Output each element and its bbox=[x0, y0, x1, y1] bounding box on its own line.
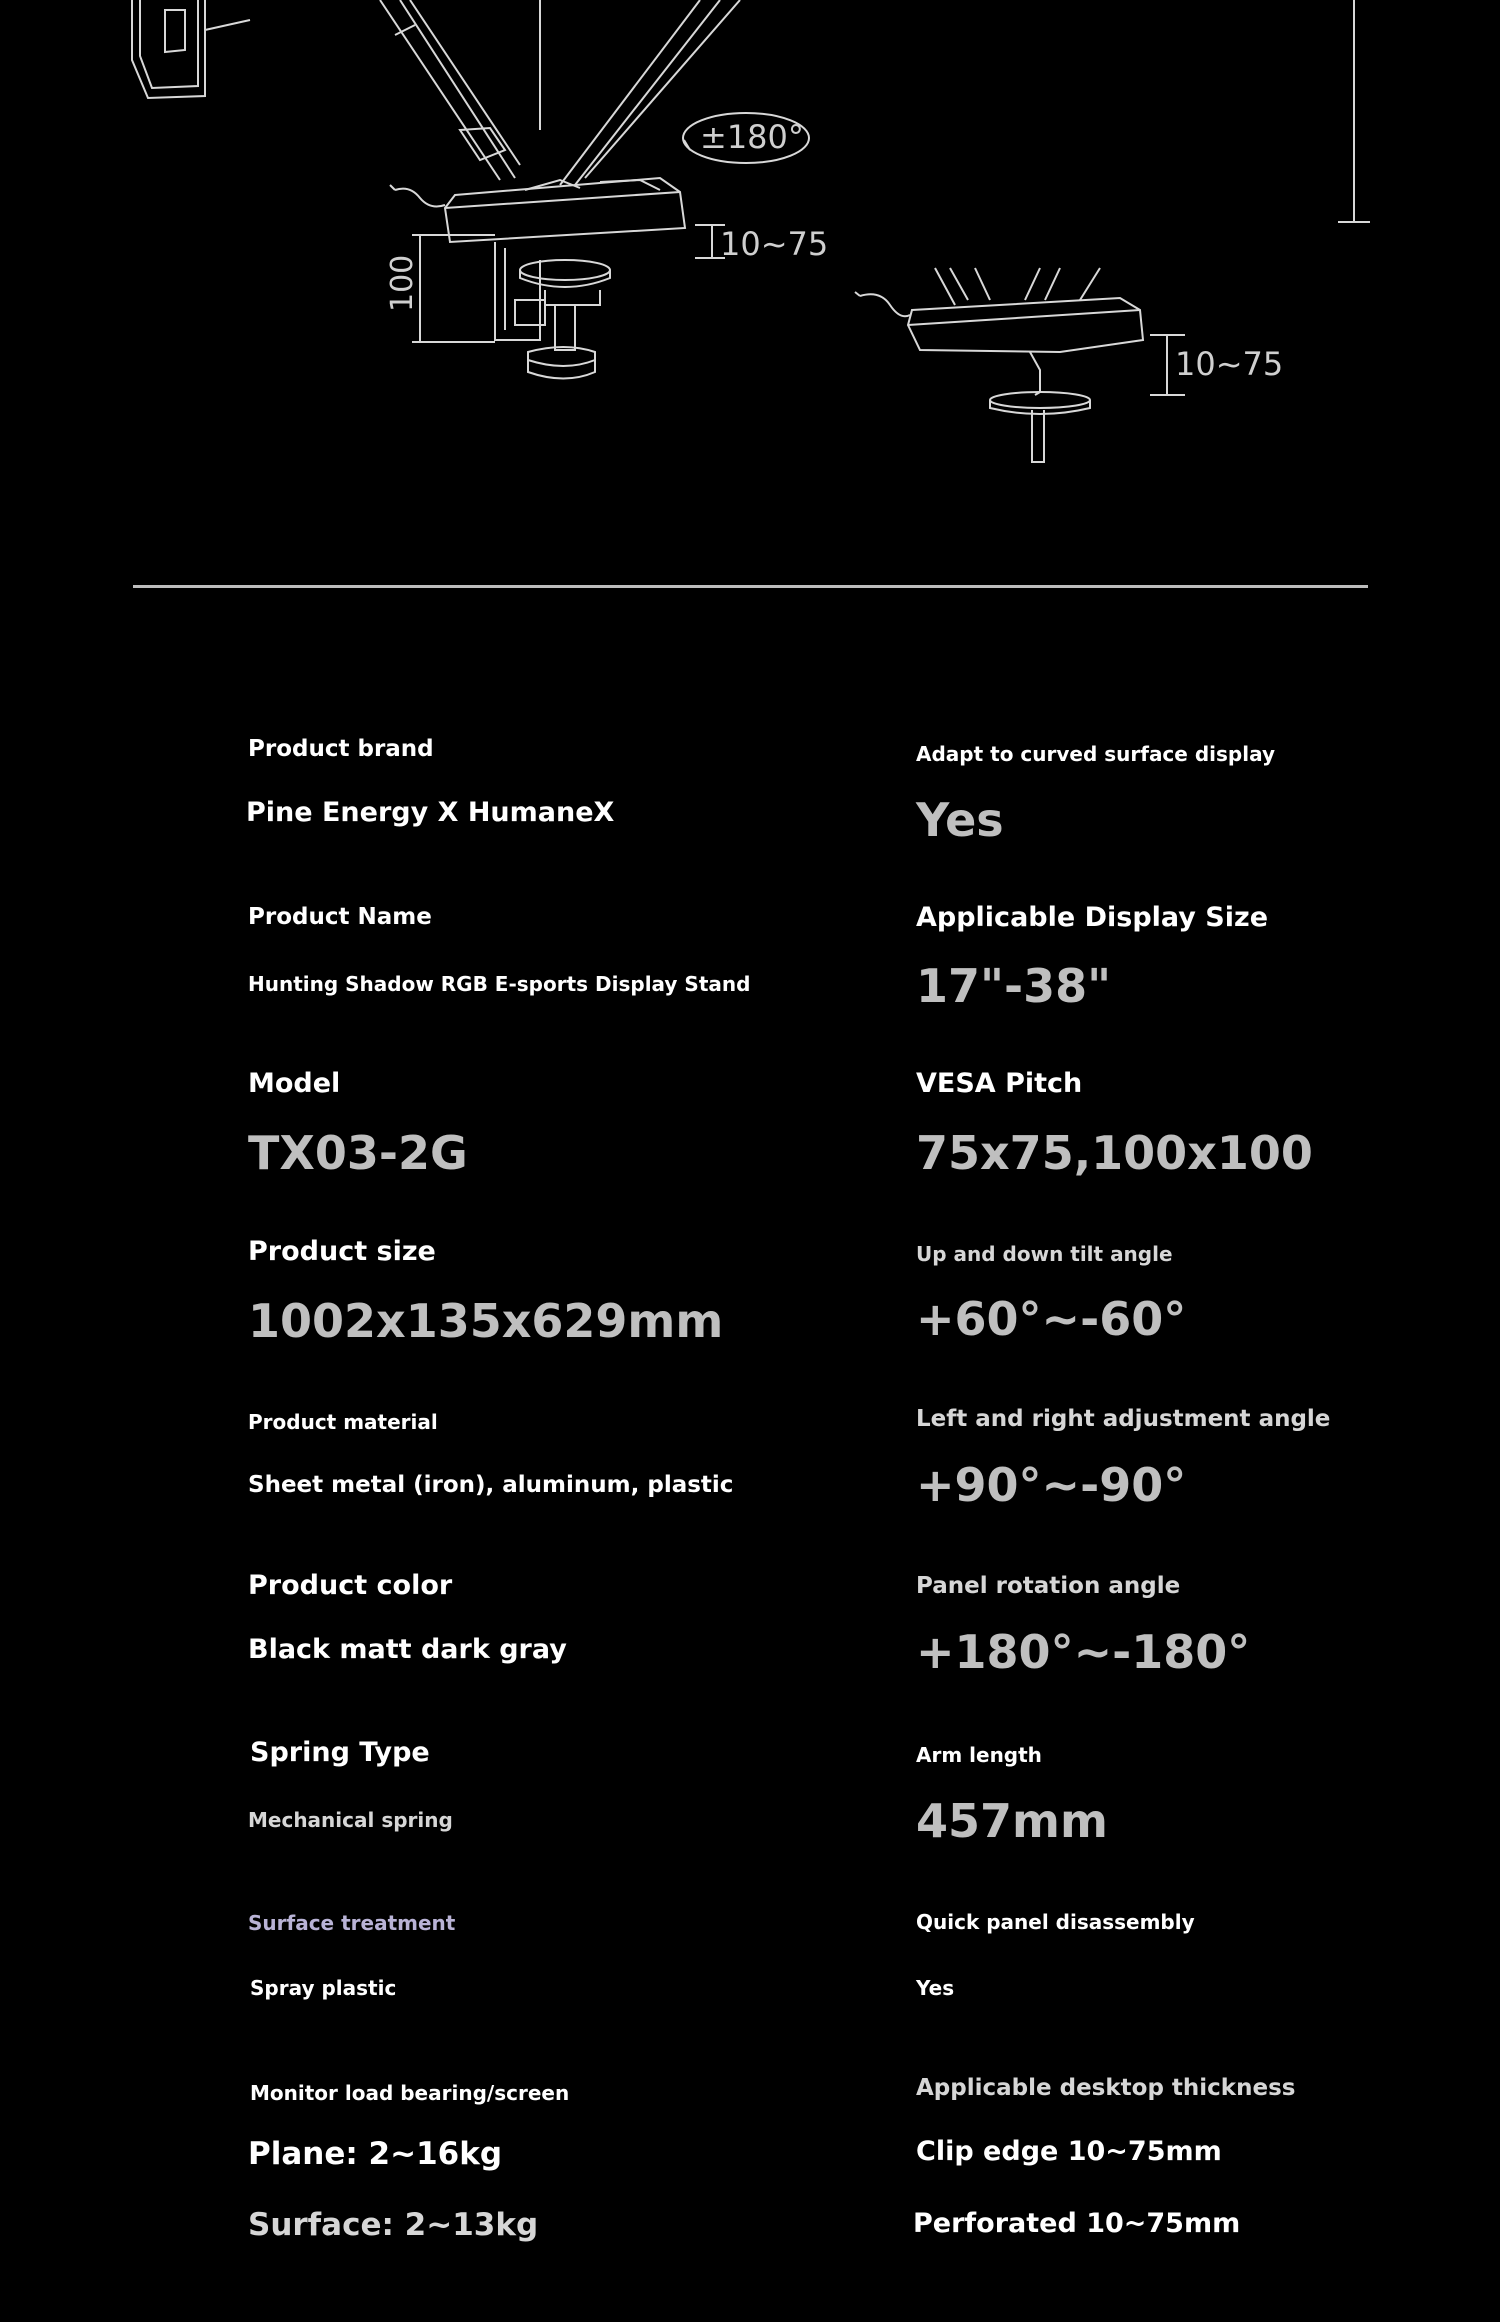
lr-angle-value: +90°~-90° bbox=[916, 1458, 1187, 1512]
quick-label: Quick panel disassembly bbox=[916, 1910, 1195, 1934]
thickness-value-clip: Clip edge 10~75mm bbox=[916, 2136, 1222, 2167]
color-label: Product color bbox=[248, 1570, 453, 1601]
size-label: Product size bbox=[248, 1236, 436, 1267]
clamp-range-label: 10~75 bbox=[720, 225, 829, 263]
product-dimension-diagram bbox=[0, 0, 1500, 500]
rotation-angle-label: Panel rotation angle bbox=[916, 1573, 1181, 1599]
color-value: Black matt dark gray bbox=[248, 1634, 567, 1665]
size-value: 1002x135x629mm bbox=[248, 1294, 724, 1348]
rotation-label: ±180° bbox=[700, 118, 804, 156]
model-label: Model bbox=[248, 1068, 341, 1099]
load-value-plane: Plane: 2~16kg bbox=[248, 2136, 503, 2172]
model-value: TX03-2G bbox=[248, 1126, 468, 1180]
section-divider bbox=[133, 585, 1368, 588]
grommet-base bbox=[855, 268, 1143, 462]
curved-value: Yes bbox=[916, 793, 1004, 847]
load-label: Monitor load bearing/screen bbox=[250, 2081, 570, 2105]
vesa-plate bbox=[132, 0, 250, 98]
vesa-label: VESA Pitch bbox=[916, 1068, 1083, 1099]
arm-value: 457mm bbox=[916, 1794, 1108, 1848]
name-value: Hunting Shadow RGB E-sports Display Stand bbox=[248, 972, 751, 996]
spring-label: Spring Type bbox=[250, 1737, 430, 1768]
thickness-label: Applicable desktop thickness bbox=[916, 2075, 1296, 2101]
arm-label: Arm length bbox=[916, 1743, 1042, 1767]
vesa-value: 75x75,100x100 bbox=[916, 1126, 1313, 1180]
surface-label: Surface treatment bbox=[248, 1911, 456, 1935]
load-value-surface: Surface: 2~13kg bbox=[248, 2207, 539, 2243]
height-reference-line bbox=[1338, 0, 1370, 222]
rotation-angle-value: +180°~-180° bbox=[916, 1625, 1251, 1679]
tilt-value: +60°~-60° bbox=[916, 1292, 1187, 1346]
material-label: Product material bbox=[248, 1410, 438, 1434]
lr-angle-label: Left and right adjustment angle bbox=[916, 1406, 1331, 1432]
brand-value: Pine Energy X HumaneX bbox=[246, 797, 615, 828]
surface-value: Spray plastic bbox=[250, 1976, 397, 2000]
height-dimension bbox=[412, 235, 495, 342]
material-value: Sheet metal (iron), aluminum, plastic bbox=[248, 1472, 734, 1498]
name-label: Product Name bbox=[248, 904, 432, 930]
spring-value: Mechanical spring bbox=[248, 1808, 453, 1832]
quick-value: Yes bbox=[916, 1976, 955, 2000]
thickness-value-perforated: Perforated 10~75mm bbox=[913, 2208, 1241, 2239]
height-label: 100 bbox=[385, 254, 420, 312]
clamp-base bbox=[390, 178, 685, 379]
curved-label: Adapt to curved surface display bbox=[916, 742, 1275, 766]
grommet-range-label: 10~75 bbox=[1175, 345, 1284, 383]
brand-label: Product brand bbox=[248, 736, 434, 762]
display-size-label: Applicable Display Size bbox=[916, 902, 1269, 933]
left-arm bbox=[380, 0, 740, 185]
tilt-label: Up and down tilt angle bbox=[916, 1242, 1173, 1266]
display-size-value: 17"-38" bbox=[916, 959, 1112, 1013]
